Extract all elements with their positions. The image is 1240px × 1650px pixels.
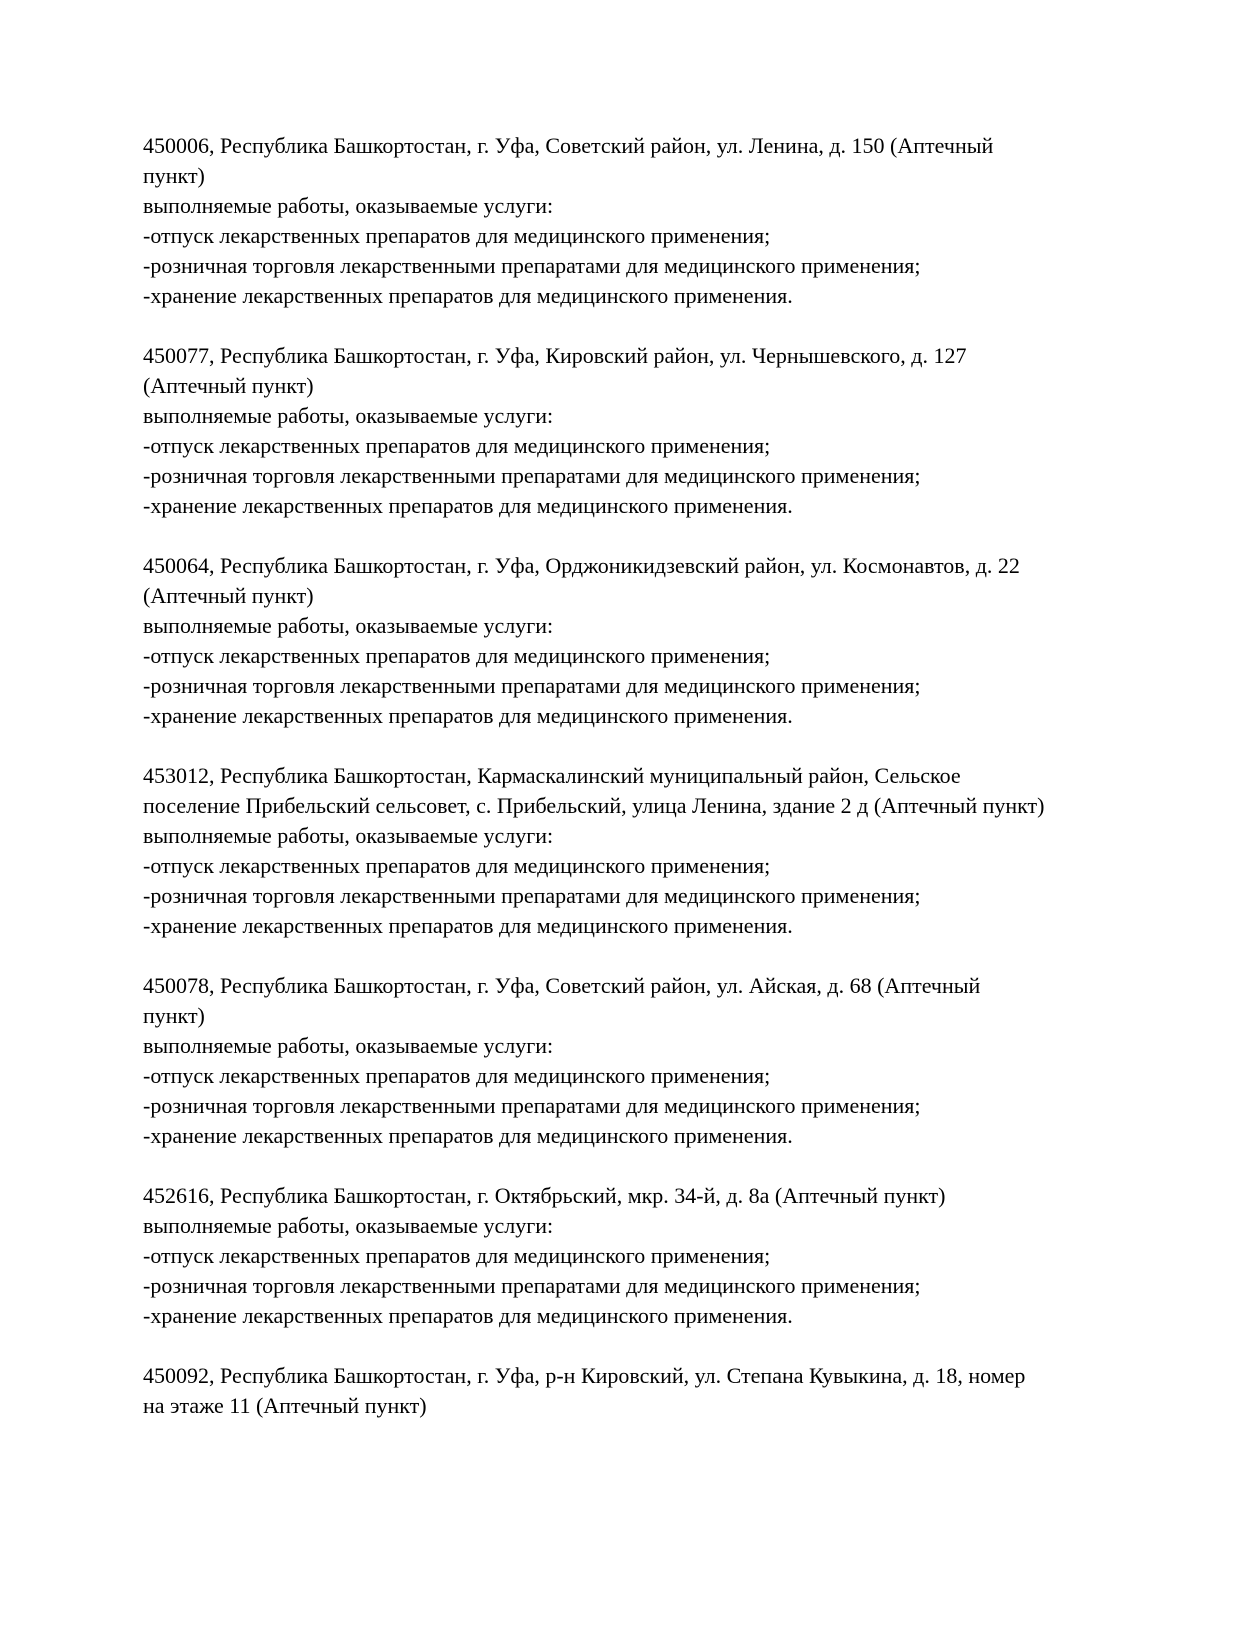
service-item: -розничная торговля лекарственными препаратами для медицинского применения; xyxy=(143,463,921,488)
services-header: выполняемые работы, оказываемые услуги: xyxy=(143,613,554,638)
address-line: 450064, Республика Башкортостан, г. Уфа, Орджоникидзевский район, ул. Космонавтов, д. 22 xyxy=(143,553,1020,578)
service-item: -отпуск лекарственных препаратов для медицинского применения; xyxy=(143,1243,771,1268)
services-header: выполняемые работы, оказываемые услуги: xyxy=(143,193,554,218)
address-line: 450006, Республика Башкортостан, г. Уфа, Советский район, ул. Ленина, д. 150 (Аптечный xyxy=(143,133,994,158)
address-line: (Аптечный пункт) xyxy=(143,583,314,608)
address-line: 450077, Республика Башкортостан, г. Уфа, Кировский район, ул. Чернышевского, д. 127 xyxy=(143,343,967,368)
service-item: -розничная торговля лекарственными препаратами для медицинского применения; xyxy=(143,673,921,698)
service-item: -отпуск лекарственных препаратов для медицинского применения; xyxy=(143,853,771,878)
address-line: 453012, Республика Башкортостан, Кармаскалинский муниципальный район, Сельское xyxy=(143,763,961,788)
pharmacy-entry xyxy=(143,971,1133,1151)
address-line: (Аптечный пункт) xyxy=(143,373,314,398)
address-line: 450078, Республика Башкортостан, г. Уфа, Советский район, ул. Айская, д. 68 (Аптечный xyxy=(143,973,981,998)
service-item: -отпуск лекарственных препаратов для медицинского применения; xyxy=(143,1063,771,1088)
service-item: -хранение лекарственных препаратов для медицинского применения. xyxy=(143,493,793,518)
service-item: -отпуск лекарственных препаратов для медицинского применения; xyxy=(143,433,771,458)
address-line: 452616, Республика Башкортостан, г. Октябрьский, мкр. 34-й, д. 8а (Аптечный пункт) xyxy=(143,1183,946,1208)
service-item: -розничная торговля лекарственными препаратами для медицинского применения; xyxy=(143,1273,921,1298)
service-item: -розничная торговля лекарственными препаратами для медицинского применения; xyxy=(143,253,921,278)
pharmacy-entry xyxy=(143,1181,1133,1331)
services-header: выполняемые работы, оказываемые услуги: xyxy=(143,1213,554,1238)
address-line: на этаже 11 (Аптечный пункт) xyxy=(143,1393,427,1418)
address-line: поселение Прибельский сельсовет, с. Прибельский, улица Ленина, здание 2 д (Аптечный пункт) xyxy=(143,793,1045,818)
service-item: -розничная торговля лекарственными препаратами для медицинского применения; xyxy=(143,1093,921,1118)
pharmacy-entry xyxy=(143,341,1133,521)
service-item: -отпуск лекарственных препаратов для медицинского применения; xyxy=(143,643,771,668)
document-page xyxy=(143,131,1133,1451)
pharmacy-entry xyxy=(143,1361,1133,1421)
address-line: пункт) xyxy=(143,163,205,188)
service-item: -хранение лекарственных препаратов для медицинского применения. xyxy=(143,1303,793,1328)
services-header: выполняемые работы, оказываемые услуги: xyxy=(143,403,554,428)
service-item: -розничная торговля лекарственными препаратами для медицинского применения; xyxy=(143,883,921,908)
address-line: 450092, Республика Башкортостан, г. Уфа, р-н Кировский, ул. Степана Кувыкина, д. 18, номер xyxy=(143,1363,1026,1388)
service-item: -отпуск лекарственных препаратов для медицинского применения; xyxy=(143,223,771,248)
address-line: пункт) xyxy=(143,1003,205,1028)
service-item: -хранение лекарственных препаратов для медицинского применения. xyxy=(143,703,793,728)
service-item: -хранение лекарственных препаратов для медицинского применения. xyxy=(143,283,793,308)
services-header: выполняемые работы, оказываемые услуги: xyxy=(143,823,554,848)
pharmacy-entry xyxy=(143,761,1133,941)
pharmacy-entry xyxy=(143,551,1133,731)
services-header: выполняемые работы, оказываемые услуги: xyxy=(143,1033,554,1058)
service-item: -хранение лекарственных препаратов для медицинского применения. xyxy=(143,913,793,938)
pharmacy-entry xyxy=(143,131,1133,311)
service-item: -хранение лекарственных препаратов для медицинского применения. xyxy=(143,1123,793,1148)
